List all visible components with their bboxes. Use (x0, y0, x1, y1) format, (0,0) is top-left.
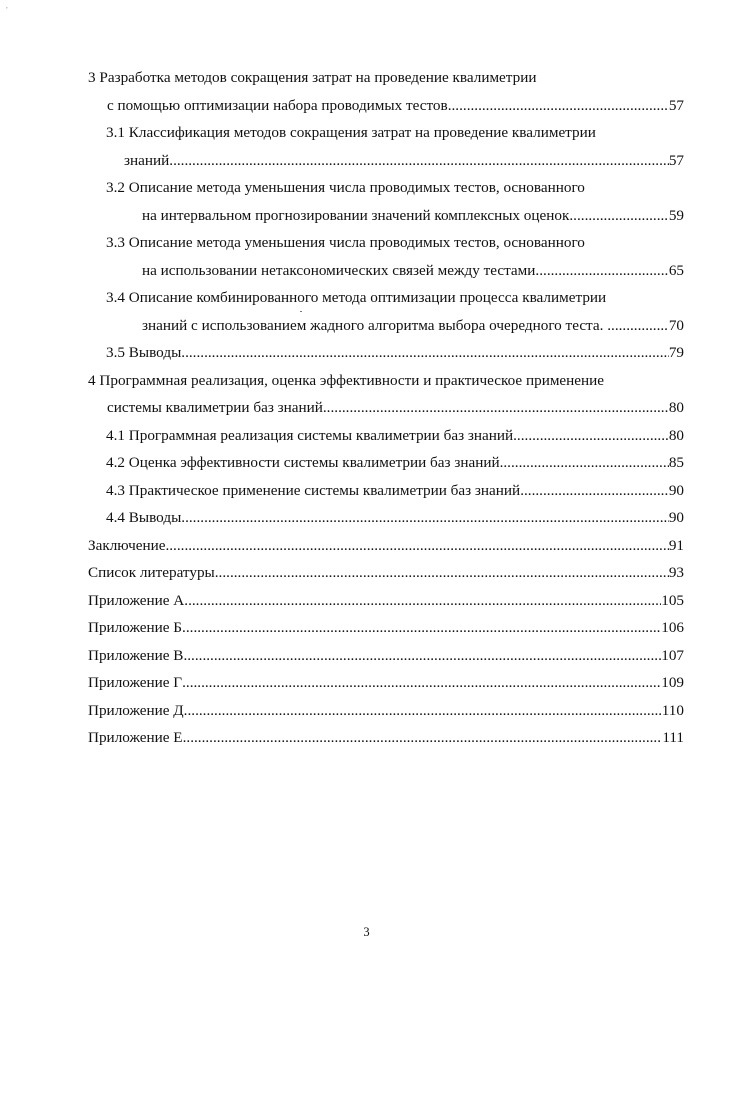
toc-entry-title: с помощью оптимизации набора проводимых тестов (107, 96, 448, 114)
toc-entry-title: 4.4 Выводы (106, 509, 182, 526)
toc-entry[interactable] (88, 367, 684, 422)
dot-leader (448, 92, 669, 120)
dot-leader (500, 449, 669, 477)
toc-page-number: 80 (668, 399, 684, 416)
dot-leader (520, 477, 669, 505)
dot-leader (183, 724, 663, 752)
toc-entry[interactable] (88, 559, 684, 587)
dot-leader (181, 504, 669, 532)
toc-entry[interactable] (88, 422, 684, 450)
dot-leader (165, 532, 668, 560)
dot-leader (323, 394, 669, 422)
toc-entry[interactable] (88, 174, 684, 229)
toc-entry-title: Приложение В (88, 646, 184, 664)
toc-page-number: 105 (661, 591, 684, 609)
dot-leader (611, 312, 669, 340)
dot-leader (535, 257, 668, 285)
toc-entry[interactable] (88, 119, 684, 174)
toc-entry-title: 3.5 Выводы (106, 344, 182, 361)
toc-entry-title: на интервальном прогнозировании значений комплексных оценок (142, 206, 570, 224)
toc-page-number: 65 (668, 261, 684, 279)
toc-page-number: 59 (668, 206, 684, 224)
toc-entry-title: знаний с использованием жадного алгоритма выбора очередного теста. . (142, 316, 612, 334)
toc-entry-title: 3.3 Описание метода уменьшения числа проводимых тестов, основанного (106, 234, 585, 251)
toc-page-number: 111 (662, 729, 684, 746)
toc-entry-title: Приложение Г (88, 674, 183, 691)
dot-leader (569, 202, 668, 230)
toc-page-number: 85 (668, 454, 684, 471)
toc-page-number: 80 (668, 426, 684, 444)
toc-entry-title: системы квалиметрии баз знаний (107, 399, 323, 416)
toc-entry-title: на использовании нетаксономических связей между тестами (142, 261, 536, 279)
toc-entry[interactable] (88, 724, 684, 752)
toc-page-number: 107 (661, 646, 684, 664)
toc-page-number: 70 (668, 316, 684, 334)
dot-leader (215, 559, 669, 587)
toc-entry-title: 3.2 Описание метода уменьшения числа проводимых тестов, основанного (106, 179, 585, 196)
toc-page-number: 91 (668, 536, 684, 554)
toc-page-number: 90 (668, 509, 684, 526)
toc-entry[interactable] (88, 642, 684, 670)
toc-page-number: 90 (668, 481, 684, 499)
toc-entry[interactable] (88, 532, 684, 560)
toc-page-number: 106 (661, 619, 684, 636)
toc-entry-title: 4.3 Практическое применение системы квалиметрии баз знаний (106, 481, 521, 499)
toc-page-number: 57 (668, 96, 684, 114)
dot-leader (169, 147, 669, 175)
toc-entry-title: 4.1 Программная реализация системы квалиметрии баз знаний (106, 426, 514, 444)
dot-leader (182, 669, 661, 697)
toc-entry-title: 3 Разработка методов сокращения затрат на проведение квалиметрии (88, 69, 537, 86)
dot-leader (184, 697, 662, 725)
toc-entry-title: Приложение А (88, 591, 185, 609)
toc-page-number: 93 (668, 564, 684, 581)
toc-entry[interactable] (88, 229, 684, 284)
toc-entry-title: 4 Программная реализация, оценка эффективности и практическое применение (88, 371, 605, 389)
toc-entry-title: Список литературы (88, 564, 215, 581)
toc-entry[interactable] (88, 697, 684, 725)
toc-entry[interactable] (88, 284, 684, 339)
toc-entry[interactable] (88, 477, 684, 505)
toc-entry-title: Приложение Е (88, 729, 183, 746)
table-of-contents (88, 64, 684, 752)
toc-page-number: 110 (661, 701, 684, 719)
toc-entry-title: 3.4 Описание комбинированного метода оптимизации процесса квалиметрии (106, 289, 607, 306)
toc-entry-title: Приложение Б (88, 619, 183, 636)
dot-leader (184, 587, 661, 615)
toc-entry[interactable] (88, 449, 684, 477)
dot-leader (182, 614, 661, 642)
toc-entry-title: знаний (124, 151, 170, 169)
toc-page-number: 79 (668, 344, 684, 361)
toc-entry-title: Приложение Д (88, 701, 184, 719)
toc-entry-title: Заключение (88, 536, 166, 554)
toc-page-number: 57 (668, 151, 684, 169)
toc-entry[interactable] (88, 587, 684, 615)
dot-leader (181, 339, 669, 367)
toc-entry-title: 4.2 Оценка эффективности системы квалиметрии баз знаний (106, 454, 500, 471)
toc-entry[interactable] (88, 339, 684, 367)
scan-mark: , (6, 2, 8, 10)
dot-leader (513, 422, 669, 450)
dot-leader (183, 642, 661, 670)
page-number: 3 (363, 925, 370, 939)
toc-entry-title: 3.1 Классификация методов сокращения затрат на проведение квалиметрии (106, 124, 596, 141)
toc-entry[interactable] (88, 614, 684, 642)
toc-entry[interactable] (88, 669, 684, 697)
toc-page-number: 109 (661, 674, 684, 691)
toc-entry[interactable] (88, 64, 684, 119)
toc-entry[interactable] (88, 504, 684, 532)
